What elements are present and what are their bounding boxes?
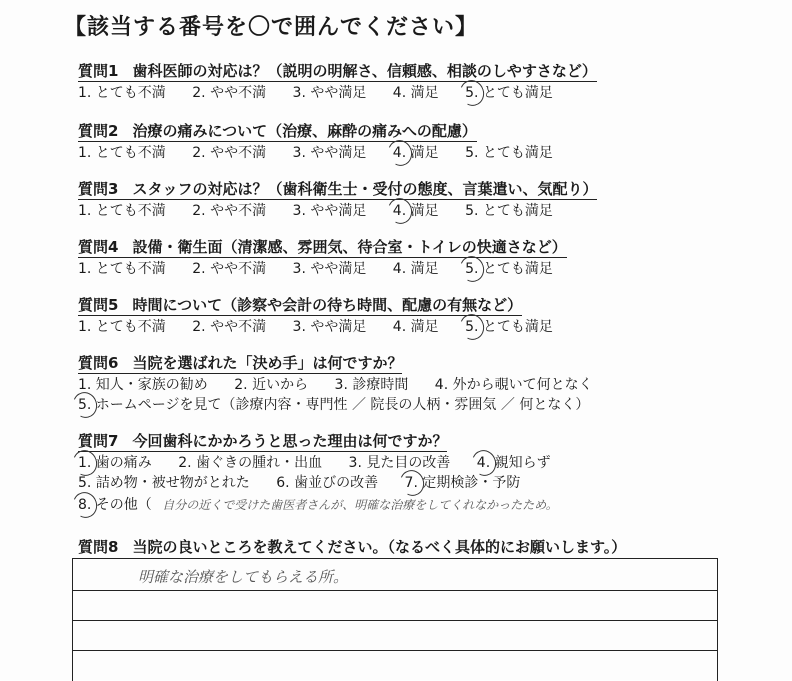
question-7-options-row1 xyxy=(78,454,573,472)
q5-option-3[interactable]: 3. やや満足 xyxy=(292,319,367,335)
q5-option-5-selected[interactable]: 5. とても満足 xyxy=(465,319,553,335)
question-8-number: 質問8 xyxy=(78,538,119,556)
question-6-number: 質問6 xyxy=(78,354,119,372)
question-3-options xyxy=(78,202,575,220)
q1-option-4[interactable]: 4. 満足 xyxy=(392,85,439,101)
question-7-options-row2 xyxy=(78,474,542,492)
q7-option-1-selected[interactable]: 1. 歯の痛み xyxy=(78,455,152,471)
question-3-number: 質問3 xyxy=(78,180,119,198)
question-4-number: 質問4 xyxy=(78,238,119,256)
q6-option-2[interactable]: 2. 近いから xyxy=(234,377,309,393)
question-5-number: 質問5 xyxy=(78,296,119,314)
q2-option-4-selected[interactable]: 4. 満足 xyxy=(392,145,439,161)
q2-option-1[interactable]: 1. とても不満 xyxy=(78,145,166,161)
q2-option-2[interactable]: 2. やや不満 xyxy=(192,145,267,161)
q7-option-5[interactable]: 5. 詰め物・被せ物がとれた xyxy=(78,475,250,491)
q4-option-3[interactable]: 3. やや満足 xyxy=(292,261,367,277)
q3-option-1[interactable]: 1. とても不満 xyxy=(78,203,166,219)
q3-option-4-selected[interactable]: 4. 満足 xyxy=(392,203,439,219)
q3-option-3[interactable]: 3. やや満足 xyxy=(292,203,367,219)
question-2-text: 治療の痛みについて（治療、麻酔の痛みへの配慮） xyxy=(132,122,477,140)
q7-option-3[interactable]: 3. 見た目の改善 xyxy=(348,455,451,471)
q6-option-4[interactable]: 4. 外から覗いて何となく xyxy=(434,377,593,393)
q5-option-1[interactable]: 1. とても不満 xyxy=(78,319,166,335)
q7-other-handwritten-answer[interactable]: 自分の近くで受けた歯医者さんが、明確な治療をしてくれなかったため。 xyxy=(162,498,558,512)
question-7-text: 今回歯科にかかろうと思った理由は何ですか？ xyxy=(132,432,448,450)
q6-option-1[interactable]: 1. 知人・家族の勧め xyxy=(78,377,208,393)
q2-option-5[interactable]: 5. とても満足 xyxy=(465,145,553,161)
question-1-heading xyxy=(78,62,597,82)
q7-option-4-selected[interactable]: 4. 親知らず xyxy=(476,455,551,471)
question-1-text: 歯科医師の対応は？（説明の明解さ、信頼感、相談のしやすさなど） xyxy=(132,62,597,80)
question-7-heading xyxy=(78,432,447,452)
question-2-number: 質問2 xyxy=(78,122,119,140)
q1-option-5-selected[interactable]: 5. とても満足 xyxy=(465,85,553,101)
q7-option-2[interactable]: 2. 歯ぐきの腫れ・出血 xyxy=(178,455,323,471)
question-3-text: スタッフの対応は？（歯科衛生士・受付の態度、言葉遣い、気配り） xyxy=(132,180,598,198)
question-5-heading xyxy=(78,296,522,316)
q4-option-2[interactable]: 2. やや不満 xyxy=(192,261,267,277)
question-4-heading xyxy=(78,238,567,258)
q4-option-5-selected[interactable]: 5. とても満足 xyxy=(465,261,553,277)
q5-option-4[interactable]: 4. 満足 xyxy=(392,319,439,335)
question-4-text: 設備・衛生面（清潔感、雰囲気、待合室・トイレの快適さなど） xyxy=(132,238,567,256)
q1-option-2[interactable]: 2. やや不満 xyxy=(192,85,267,101)
q4-option-1[interactable]: 1. とても不満 xyxy=(78,261,166,277)
q6-option-5-selected[interactable]: 5. ホームページを見て（診療内容・専門性 ／ 院長の人柄・雰囲気 ／ 何となく） xyxy=(78,397,590,413)
answer-rule-line xyxy=(73,590,717,591)
question-7-other-row xyxy=(78,496,558,514)
q1-option-3[interactable]: 3. やや満足 xyxy=(292,85,367,101)
answer-rule-line xyxy=(73,650,717,651)
q4-option-4[interactable]: 4. 満足 xyxy=(392,261,439,277)
q7-option-7-selected[interactable]: 7. 定期検診・予防 xyxy=(404,475,521,491)
question-1-number: 質問1 xyxy=(78,62,119,80)
q3-option-5[interactable]: 5. とても満足 xyxy=(465,203,553,219)
question-1-options xyxy=(78,84,575,102)
answer-rule-line xyxy=(73,620,717,621)
q7-option-6[interactable]: 6. 歯並びの改善 xyxy=(276,475,379,491)
q8-handwritten-answer: 明確な治療をしてもらえる所。 xyxy=(138,568,349,586)
q1-option-1[interactable]: 1. とても不満 xyxy=(78,85,166,101)
q7-option-8-selected[interactable]: 8. その他（ xyxy=(78,497,152,513)
question-6-text: 当院を選ばれた「決め手」は何ですか？ xyxy=(132,354,403,372)
question-5-options xyxy=(78,318,575,336)
question-7-number: 質問7 xyxy=(78,432,119,450)
question-6-heading xyxy=(78,354,402,374)
q2-option-3[interactable]: 3. やや満足 xyxy=(292,145,367,161)
q5-option-2[interactable]: 2. やや不満 xyxy=(192,319,267,335)
question-3-heading xyxy=(78,180,597,200)
question-8-heading xyxy=(78,538,626,557)
question-2-heading xyxy=(78,122,477,142)
question-6-options-row1 xyxy=(78,376,615,394)
page-title: 【該当する番号を〇で囲んでください】 xyxy=(64,15,479,40)
q6-option-3[interactable]: 3. 診療時間 xyxy=(334,377,409,393)
question-8-text: 当院の良いところを教えてください。（なるべく具体的にお願いします。） xyxy=(132,538,627,556)
q3-option-2[interactable]: 2. やや不満 xyxy=(192,203,267,219)
question-4-options xyxy=(78,260,575,278)
question-5-text: 時間について（診察や会計の待ち時間、配慮の有無など） xyxy=(132,296,523,314)
question-2-options xyxy=(78,144,575,162)
question-6-options-row2 xyxy=(78,396,611,414)
